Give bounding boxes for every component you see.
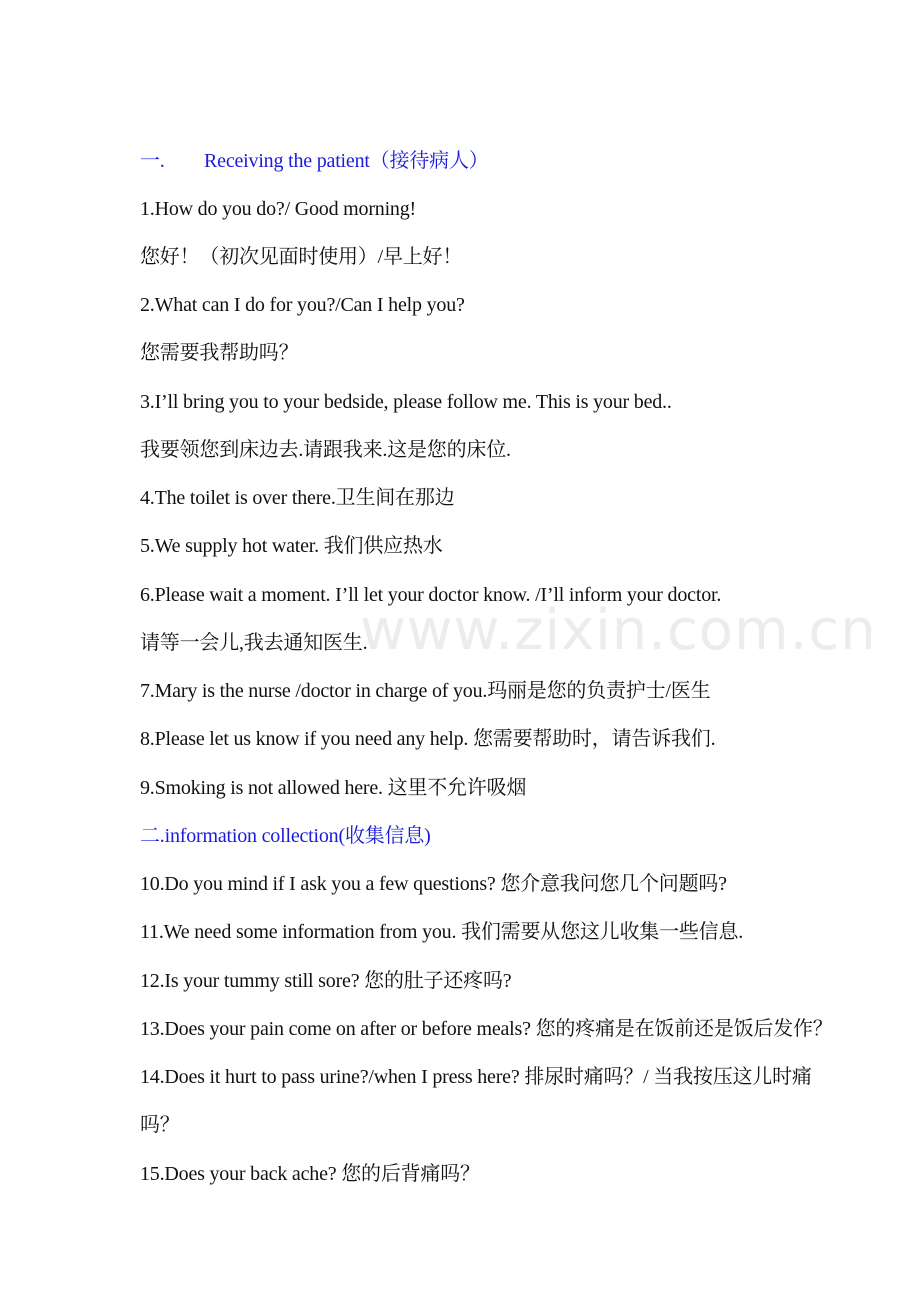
- text-line: 吗？: [140, 1114, 180, 1136]
- text-line: 4.The toilet is over there.卫生间在那边: [140, 487, 455, 509]
- section-heading-2: 二.information collection(收集信息): [140, 825, 431, 847]
- text-line: 6.Please wait a moment. I’ll let your doctor know. /I’ll inform your doctor.: [140, 584, 722, 606]
- text-line: 我要领您到床边去.请跟我来.这是您的床位.: [140, 439, 511, 461]
- text-line: 9.Smoking is not allowed here. 这里不允许吸烟: [140, 777, 527, 799]
- text-line: 15.Does your back ache? 您的后背痛吗？: [140, 1163, 480, 1185]
- text-line: 5.We supply hot water. 我们供应热水: [140, 535, 443, 557]
- text-line: 7.Mary is the nurse /doctor in charge of you.玛丽是您的负责护士/医生: [140, 680, 711, 702]
- section-heading-1: [140, 148, 489, 174]
- text-line: 1.How do you do?/ Good morning!: [140, 198, 416, 220]
- section-number-1: 一.: [140, 150, 165, 172]
- text-line: 14.Does it hurt to pass urine?/when I press here? 排尿时痛吗？/ 当我按压这儿时痛: [140, 1066, 812, 1088]
- text-line: 8.Please let us know if you need any help. 您需要帮助时，请告诉我们.: [140, 728, 716, 750]
- text-line: 请等一会儿,我去通知医生.: [140, 632, 368, 654]
- text-line: 您需要我帮助吗？: [140, 342, 299, 364]
- text-line: 10.Do you mind if I ask you a few questions? 您介意我问您几个问题吗?: [140, 873, 727, 895]
- text-line: 11.We need some information from you. 我们需要从您这儿收集一些信息.: [140, 921, 744, 943]
- watermark: www.zixin.com.cn: [360, 598, 877, 663]
- section-title-1: Receiving the patient（接待病人）: [204, 150, 489, 172]
- text-line: 12.Is your tummy still sore? 您的肚子还疼吗?: [140, 970, 512, 992]
- text-line: 3.I’ll bring you to your bedside, please follow me. This is your bed..: [140, 391, 672, 413]
- text-line: 您好！（初次见面时使用）/早上好！: [140, 246, 463, 268]
- text-line: 2.What can I do for you?/Can I help you?: [140, 294, 465, 316]
- text-line: 13.Does your pain come on after or before meals? 您的疼痛是在饭前还是饭后发作？: [140, 1018, 833, 1040]
